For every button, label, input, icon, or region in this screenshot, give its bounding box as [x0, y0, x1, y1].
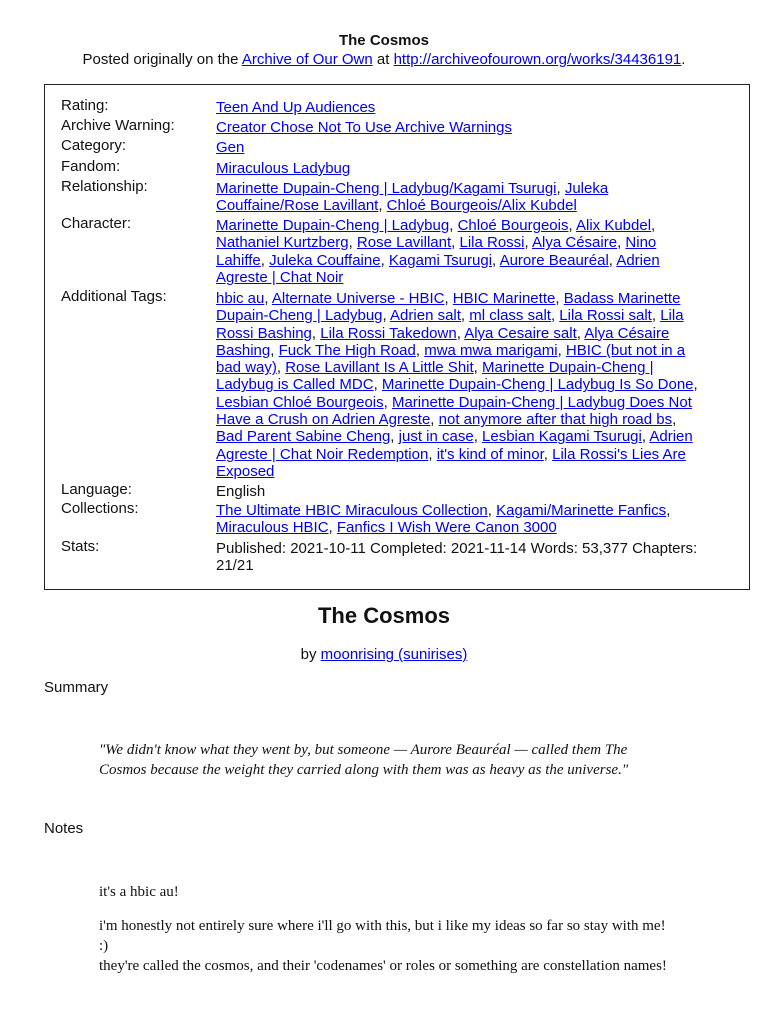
work-title: The Cosmos	[317, 603, 451, 628]
tag-link[interactable]: Juleka Couffaine	[269, 251, 381, 269]
relationship-list	[216, 180, 706, 215]
rating-label: Rating:	[61, 97, 109, 114]
tag-link[interactable]: Lila Rossi salt	[559, 307, 652, 325]
tag-link[interactable]: Miraculous HBIC	[216, 519, 329, 537]
tag-link[interactable]: not anymore after that high road bs	[438, 411, 673, 429]
tag-link[interactable]: Alternate Universe - HBIC	[271, 290, 445, 307]
list-separator: ,	[348, 234, 357, 252]
notes-paragraph: it's a hbic au!	[99, 884, 179, 900]
character-label: Character:	[61, 215, 132, 232]
list-separator: ,	[382, 307, 391, 325]
list-separator: ,	[415, 341, 425, 359]
tag-link[interactable]: Aurore Beauréal	[499, 251, 609, 269]
tag-link[interactable]: Badass Marinette Dupain-Cheng | Ladybug	[216, 290, 681, 325]
list-separator: ,	[576, 324, 585, 342]
tag-link[interactable]: Alya Cesaire salt	[464, 324, 577, 342]
list-separator: ,	[693, 376, 698, 394]
tag-link[interactable]: Chloé Bourgeois/Alix Kubdel	[386, 197, 577, 215]
author-link[interactable]: moonrising (sunirises)	[320, 646, 468, 663]
list-separator: ,	[328, 519, 337, 537]
warning-label: Archive Warning:	[61, 117, 175, 134]
tag-link[interactable]: Chloé Bourgeois	[457, 217, 569, 234]
list-separator: ,	[444, 290, 453, 307]
notes-body	[99, 882, 669, 976]
tag-link[interactable]: Alya Césaire Bashing	[216, 324, 670, 359]
tag-link[interactable]: just in case	[398, 428, 474, 446]
list-separator: ,	[543, 445, 553, 463]
list-separator: ,	[449, 217, 458, 234]
byline	[0, 646, 768, 663]
collections-list	[216, 502, 706, 537]
tag-link[interactable]: Marinette Dupain-Cheng | Ladybug Is So Done	[381, 376, 694, 394]
list-separator: ,	[651, 217, 656, 234]
character-list	[216, 217, 706, 286]
list-separator: ,	[492, 251, 500, 269]
notes-paragraph: i'm honestly not entirely sure where i'll go with this, but i like my ideas so far so stay with me! :)	[99, 918, 666, 954]
list-separator: ,	[555, 290, 564, 307]
tag-link[interactable]: Juleka Couffaine/Rose Lavillant	[216, 180, 609, 215]
tag-link[interactable]: Fanfics I Wish Were Canon 3000	[336, 519, 557, 537]
list-separator: ,	[524, 234, 533, 252]
tag-link[interactable]: Kagami/Marinette Fanfics	[496, 502, 667, 519]
tag-link[interactable]: Marinette Dupain-Cheng | Ladybug	[216, 217, 450, 234]
tag-link[interactable]: Adrien Agreste | Chat Noir	[216, 251, 660, 286]
tag-link[interactable]: Lila Rossi	[459, 234, 525, 252]
language-label: Language:	[61, 481, 132, 498]
list-separator: ,	[311, 324, 321, 342]
fandom-label: Fandom:	[61, 158, 121, 175]
document-title: The Cosmos	[338, 32, 429, 49]
by-text: by	[300, 646, 321, 663]
tags-list	[216, 290, 706, 480]
tag-link[interactable]: Adrien Agreste | Chat Noir Redemption	[216, 428, 693, 463]
list-separator: ,	[264, 290, 272, 307]
tag-link[interactable]: Kagami Tsurugi	[388, 251, 493, 269]
archive-link[interactable]: Archive of Our Own	[241, 51, 373, 68]
list-separator: ,	[557, 341, 566, 359]
list-separator: ,	[617, 234, 626, 252]
list-separator: ,	[608, 251, 617, 269]
list-separator: ,	[373, 376, 382, 394]
list-separator: ,	[651, 307, 661, 325]
document-header	[0, 0, 768, 69]
notes-paragraph: they're called the cosmos, and their 'codenames' or roles or something are constellation names!	[99, 958, 667, 974]
list-separator: ,	[550, 307, 560, 325]
tag-link[interactable]: Rose Lavillant Is A Little Shit	[285, 359, 474, 377]
tag-link[interactable]: HBIC (but not in a bad way)	[216, 341, 686, 377]
notes-heading: Notes	[44, 820, 84, 837]
tag-link[interactable]: Marinette Dupain-Cheng | Ladybug/Kagami Tsurugi	[216, 180, 557, 197]
tag-link[interactable]: Rose Lavillant	[356, 234, 452, 252]
list-separator: ,	[473, 359, 482, 377]
tag-link[interactable]: Marinette Dupain-Cheng | Ladybug is Called MDC	[216, 359, 654, 394]
tag-link[interactable]: The Ultimate HBIC Miraculous Collection	[216, 502, 488, 519]
summary-heading: Summary	[44, 679, 109, 696]
tag-link[interactable]: Alix Kubdel	[575, 217, 652, 234]
list-separator: ,	[460, 307, 470, 325]
list-separator: ,	[383, 393, 392, 411]
category-label: Category:	[61, 137, 127, 154]
tag-link[interactable]: Lila Rossi Takedown	[320, 324, 457, 342]
tag-link[interactable]: Bad Parent Sabine Cheng	[216, 428, 391, 446]
list-separator: ,	[270, 341, 279, 359]
tag-link[interactable]: Lesbian Chloé Bourgeois	[216, 393, 384, 411]
relationship-label: Relationship:	[61, 178, 148, 195]
list-separator: ,	[378, 197, 387, 215]
work-url-link[interactable]: http://archiveofourown.org/works/34436191	[393, 51, 682, 68]
tag-link[interactable]: it's kind of minor	[436, 445, 544, 463]
tags-label: Additional Tags:	[61, 288, 167, 305]
language-value: English	[216, 483, 266, 500]
list-separator: ,	[451, 234, 460, 252]
list-separator: ,	[276, 359, 286, 377]
list-separator: ,	[390, 428, 399, 446]
category-link[interactable]: Gen	[216, 139, 245, 156]
stats-label: Stats:	[61, 538, 100, 555]
warning-link[interactable]: Creator Chose Not To Use Archive Warnings	[216, 119, 512, 136]
tag-link[interactable]: HBIC Marinette	[452, 290, 556, 307]
tag-link[interactable]: mwa mwa marigami	[424, 341, 558, 359]
rating-link[interactable]: Teen And Up Audiences	[216, 99, 376, 116]
tag-link[interactable]: Alya Césaire	[532, 234, 618, 252]
posted-prefix: Posted originally on the	[82, 51, 242, 68]
fandom-link[interactable]: Miraculous Ladybug	[216, 160, 351, 177]
period: .	[681, 51, 686, 68]
tag-link[interactable]: hbic au	[216, 290, 265, 307]
list-separator: ,	[428, 445, 437, 463]
tag-link[interactable]: Lila Rossi Bashing	[216, 307, 684, 342]
collections-label: Collections:	[61, 500, 139, 517]
metadata-box	[44, 84, 750, 590]
tag-link[interactable]: Nino Lahiffe	[216, 234, 657, 269]
tag-link[interactable]: ml class salt	[469, 307, 551, 325]
list-separator: ,	[473, 428, 483, 446]
summary-text: "We didn't know what they went by, but someone — Aurore Beauréal — called them The Cosmos because the weight they carried along with them was as heavy as the universe."	[99, 742, 629, 778]
list-separator: ,	[380, 251, 389, 269]
at-text: at	[372, 51, 394, 68]
list-separator: ,	[456, 324, 465, 342]
tag-link[interactable]: Fuck The High Road	[278, 341, 416, 359]
tag-link[interactable]: Adrien salt	[390, 307, 461, 325]
list-separator: ,	[666, 502, 671, 519]
posted-line	[0, 50, 768, 69]
list-separator: ,	[672, 411, 677, 429]
tag-link[interactable]: Marinette Dupain-Cheng | Ladybug Does Not Have a Crush on Adrien Agreste	[216, 393, 692, 429]
list-separator: ,	[260, 251, 270, 269]
tag-link[interactable]: Lila Rossi's Lies Are Exposed	[216, 445, 686, 480]
tag-link[interactable]: Nathaniel Kurtzberg	[216, 234, 349, 252]
list-separator: ,	[568, 217, 576, 234]
stats-value: Published: 2021-10-11 Completed: 2021-11-14 Words: 53,377 Chapters: 21/21	[216, 540, 698, 575]
list-separator: ,	[487, 502, 497, 519]
list-separator: ,	[430, 411, 439, 429]
list-separator: ,	[641, 428, 650, 446]
tag-link[interactable]: Lesbian Kagami Tsurugi	[482, 428, 642, 446]
list-separator: ,	[556, 180, 565, 197]
